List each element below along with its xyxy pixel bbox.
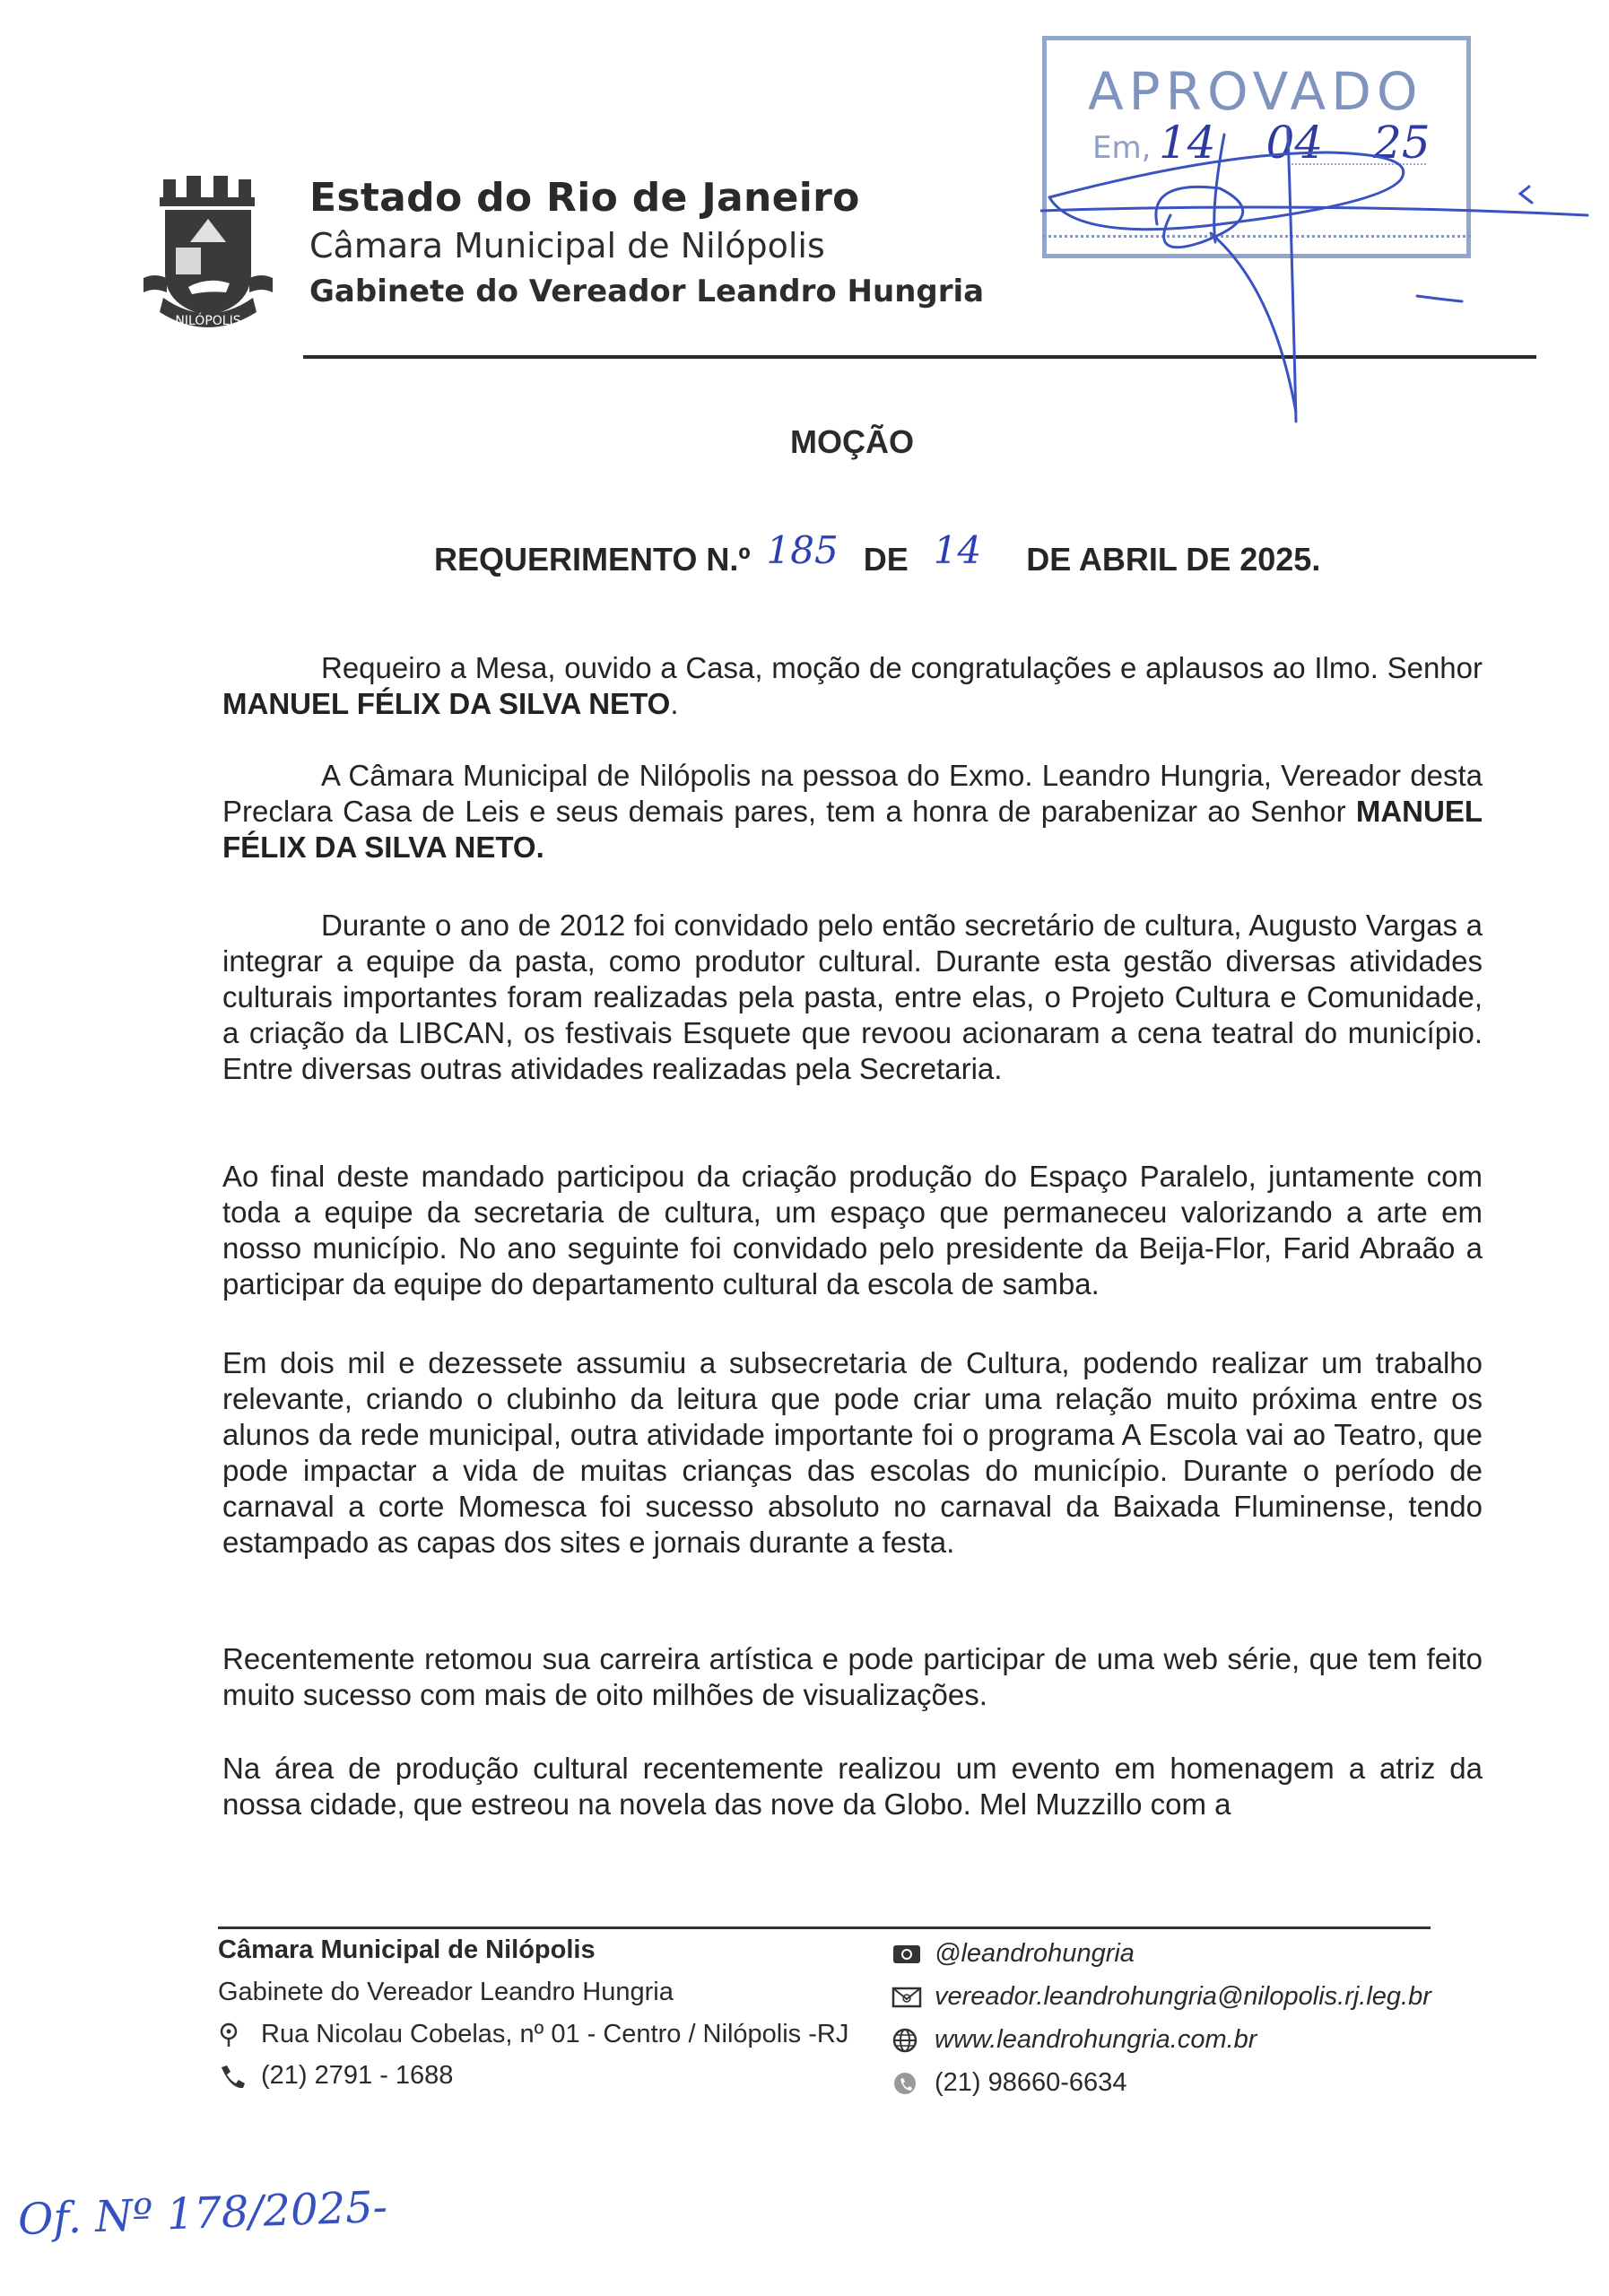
request-prefix: REQUERIMENTO N.º [434,541,751,578]
honoree-name: MANUEL FÉLIX DA SILVA NETO. [222,795,1483,864]
instagram-icon [891,1942,922,1967]
paragraph-2012: Durante o ano de 2012 foi convidado pelo então secretário de cultura, Augusto Vargas a integrar a equipe da pasta, como produtor cultural. Durante esta gestão diversas atividades culturais importantes foram realizadas pela pasta, entre elas, o Projeto Cultura e Comunidade, a criação da LIBCAN, os festivais Esquete que revoou acionaram a cena teatral do município. Entre diversas outras atividades realizadas pela Secretaria. [222,909,1483,1085]
phone-text: (21) 2791 - 1688 [261,2061,454,2090]
honoree-name: MANUEL FÉLIX DA SILVA NETO [222,687,671,720]
globe-icon [891,2028,922,2053]
document-title: MOÇÃO [790,423,914,460]
stamp-title: APROVADO [1088,61,1423,122]
request-day-handwritten: 14 [933,528,982,572]
request-number-handwritten: 185 [766,528,839,572]
footer-address [218,2020,848,2049]
stamp-handwritten-date: 14 04 25 [1159,117,1431,169]
paragraph-text: Requeiro a Mesa, ouvido a Casa, moção de congratulações e aplausos ao Ilmo. Senhor [321,651,1483,684]
request-heading [434,528,1321,579]
email-icon [891,1985,922,2010]
footer-divider [218,1926,1431,1929]
crest-text: NILÓPOLIS [175,314,241,328]
header-subtitle: Câmara Municipal de Nilópolis [309,226,825,265]
handwritten-office-number: Of. Nº 178/2025- [17,2181,388,2246]
email-address[interactable]: vereador.leandrohungria@nilopolis.rj.leg.br [935,1982,1431,2011]
paragraph-espaco-paralelo: Ao final deste mandado participou da criação produção do Espaço Paralelo, juntamente com toda a equipe da secretaria de cultura, um espaço que permaneceu valorizando a arte em nosso município. No ano seguinte foi convidado pelo presidente da Beija-Flor, Farid Abraão a participar da equipe do departamento cultural da escola de samba. [222,1160,1483,1300]
footer-website [891,2025,1257,2055]
paragraph-congratulation [222,758,1483,865]
footer-whatsapp [891,2068,1126,2098]
location-pin-icon [218,2022,248,2048]
footer-email [891,1982,1431,2012]
handwritten-signature [1040,126,1596,430]
address-text: Rua Nicolau Cobelas, nº 01 - Centro / Nilópolis -RJ [261,2020,849,2048]
footer-phone [218,2061,453,2091]
paragraph-2017: Em dois mil e dezessete assumiu a subsecretaria de Cultura, podendo realizar um trabalho relevante, criando o clubinho da leitura que pode criar uma relação muito próxima entre os alunos da rede municipal, outra atividade importante foi o programa A Escola vai ao Teatro, que pode impactar a vida de muitas crianças das escolas do município. Durante o período de carnaval a corte Momesca foi sucesso absoluto no carnaval da Baixada Fluminense, tendo estampado as capas dos sites e jornais durante a festa. [222,1346,1483,1559]
website-url[interactable]: www.leandrohungria.com.br [935,2025,1257,2054]
whatsapp-number: (21) 98660-6634 [935,2068,1127,2097]
header-title: Estado do Rio de Janeiro [309,175,860,221]
whatsapp-icon [891,2071,922,2096]
footer-instagram [891,1939,1135,1969]
paragraph-end: . [670,687,679,720]
instagram-handle[interactable]: @leandrohungria [935,1939,1135,1968]
request-suffix: DE ABRIL DE 2025. [1026,541,1321,578]
footer-org: Câmara Municipal de Nilópolis [218,1935,596,1964]
paragraph-cultural-production: Na área de produção cultural recentemente realizou um evento em homenagem a atriz da nossa cidade, que estreou na novela das nove da Globo. Mel Muzzillo com a [222,1752,1483,1821]
paragraph-web-series: Recentemente retomou sua carreira artística e pode participar de uma web série, que tem feito muito sucesso com mais de oito milhões de visualizações. [222,1642,1483,1711]
paragraph-text: A Câmara Municipal de Nilópolis na pessoa do Exmo. Leandro Hungria, Vereador desta Preclara Casa de Leis e seus demais pares, tem a honra de parabenizar ao Senhor [222,759,1483,828]
request-de: DE [863,541,909,578]
phone-icon [218,2064,248,2089]
header-office: Gabinete do Vereador Leandro Hungria [309,274,985,309]
footer-office: Gabinete do Vereador Leandro Hungria [218,1978,674,2006]
municipal-crest-logo [136,172,280,334]
stamp-date-label: Em, [1092,130,1152,166]
paragraph-request [222,650,1483,722]
